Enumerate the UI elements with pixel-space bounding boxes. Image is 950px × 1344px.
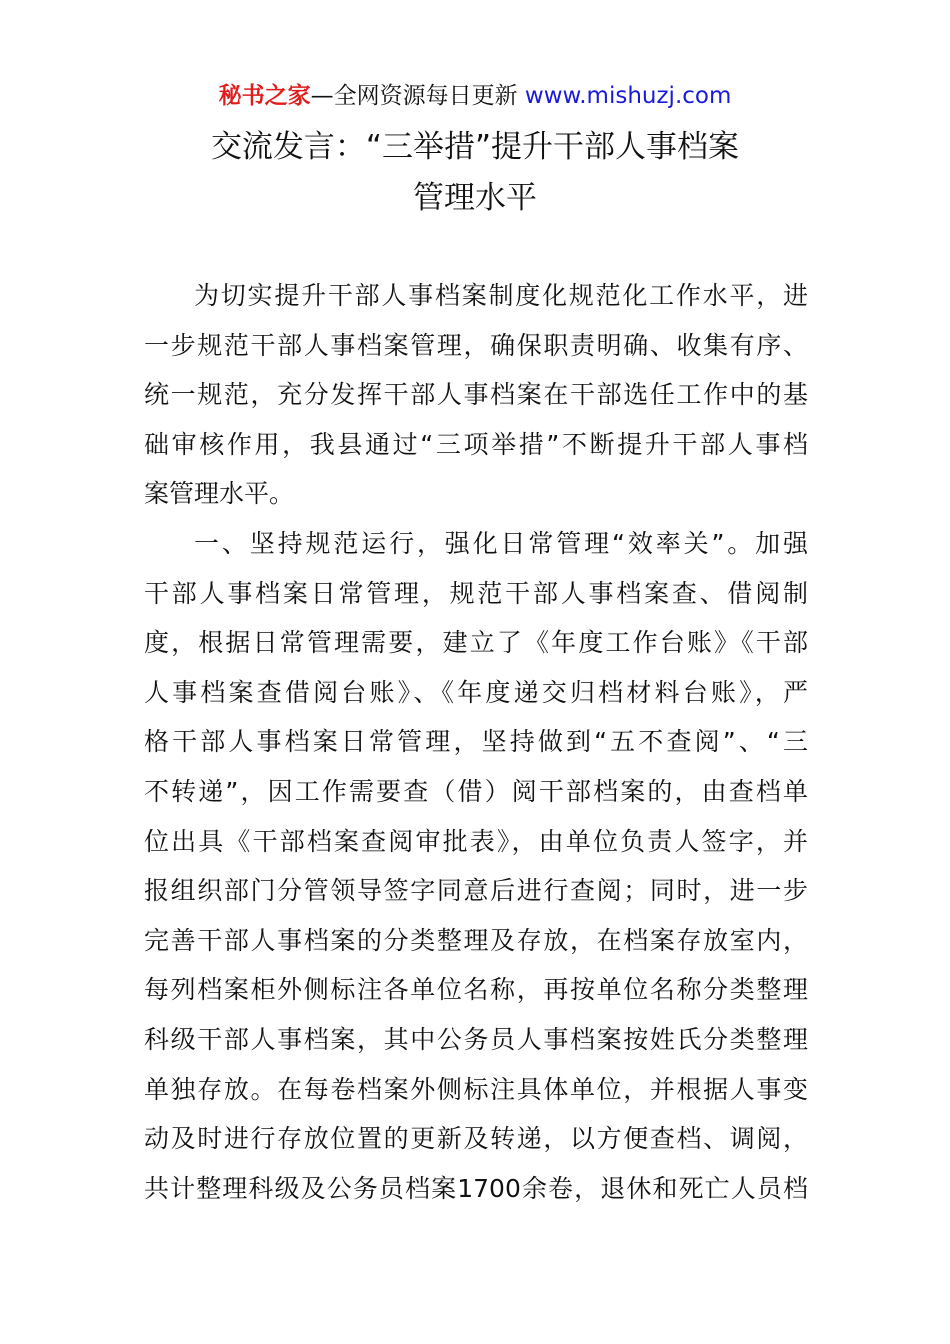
body-line: 一步规范干部人事档案管理，确保职责明确、收集有序、: [144, 330, 808, 360]
body-line: 报组织部门分管领导签字同意后进行查阅；同时，进一步: [144, 876, 808, 906]
document-title-line-2: 管理水平: [413, 180, 537, 216]
body-line: 位出具《干部档案查阅审批表》，由单位负责人签字，并: [144, 826, 808, 856]
body-line: 共计整理科级及公务员档案1700余卷，退休和死亡人员档: [144, 1173, 808, 1203]
body-line: 为切实提升干部人事档案制度化规范化工作水平，进: [194, 281, 808, 310]
body-line: 每列档案柜外侧标注各单位名称，再按单位名称分类整理: [144, 975, 808, 1005]
body-line: 单独存放。在每卷档案外侧标注具体单位，并根据人事变: [144, 1074, 808, 1104]
body-line: 动及时进行存放位置的更新及转递，以方便查档、调阅，: [144, 1124, 808, 1154]
body-line: 干部人事档案日常管理，规范干部人事档案查、借阅制: [144, 578, 808, 608]
site-url-link[interactable]: www.mishuzj.com: [524, 83, 732, 109]
body-line: 不转递”，因工作需要查（借）阅干部档案的，由查档单: [144, 776, 808, 806]
body-line: 统一规范，充分发挥干部人事档案在干部选任工作中的基: [144, 380, 808, 410]
body-line: 人事档案查借阅台账》、《年度递交归档材料台账》，严: [144, 677, 808, 707]
body-line: 础审核作用，我县通过“三项举措”不断提升干部人事档: [144, 429, 808, 459]
body-line: 度，根据日常管理需要，建立了《年度工作台账》《干部: [144, 628, 808, 658]
body-line: 科级干部人事档案，其中公务员人事档案按姓氏分类整理: [144, 1024, 808, 1054]
document-body: [144, 271, 808, 1213]
body-line: 完善干部人事档案的分类整理及存放，在档案存放室内，: [144, 925, 808, 955]
brand-name: 秘书之家: [218, 83, 311, 109]
body-line: 案管理水平。: [144, 479, 295, 509]
body-line: 一、坚持规范运行，强化日常管理“效率关”。加强: [194, 528, 808, 558]
document-title-line-1: 交流发言：“三举措”提升干部人事档案: [210, 129, 740, 165]
header-slogan: —全网资源每日更新: [310, 83, 518, 109]
site-header: [0, 80, 950, 112]
body-line: 格干部人事档案日常管理，坚持做到“五不查阅”、“三: [144, 727, 808, 757]
